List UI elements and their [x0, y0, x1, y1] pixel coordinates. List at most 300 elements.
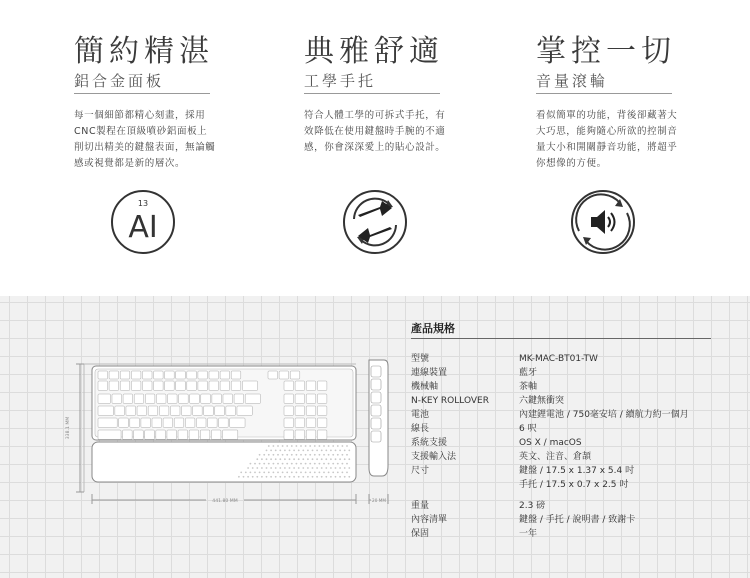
keycap [112, 394, 122, 403]
keycap [317, 394, 327, 403]
pattern-dot [252, 476, 254, 478]
pattern-dot [256, 458, 258, 460]
pattern-dot [284, 467, 286, 469]
keycap [284, 406, 294, 415]
pattern-dot [277, 445, 279, 447]
keycap [284, 418, 294, 427]
pattern-dot [254, 463, 256, 465]
pattern-dot [337, 445, 339, 447]
keycap [230, 418, 245, 427]
spec-label: 保固 [411, 529, 430, 539]
pattern-dot [291, 445, 293, 447]
pattern-dot [245, 472, 247, 474]
keycap [279, 371, 289, 379]
keycap [163, 418, 173, 427]
spec-table [411, 352, 741, 541]
keycap [231, 371, 241, 379]
pattern-dot [339, 476, 341, 478]
pattern-dot [266, 476, 268, 478]
pattern-dot [314, 463, 316, 465]
pattern-dot [319, 445, 321, 447]
pattern-dot [335, 476, 337, 478]
depth-dimension-label: 20 MM [372, 498, 386, 503]
keycap [120, 371, 130, 379]
pattern-dot [282, 472, 284, 474]
spec-row [411, 422, 741, 436]
keycap [109, 381, 119, 390]
pattern-dot [344, 467, 346, 469]
pattern-dot [316, 476, 318, 478]
spec-row [411, 450, 741, 464]
keycap [167, 394, 177, 403]
keycap [284, 394, 294, 403]
pattern-dot [339, 467, 341, 469]
pattern-dot [348, 467, 350, 469]
keycap [98, 371, 108, 379]
keycap [126, 406, 136, 415]
keycap [98, 418, 117, 427]
pattern-dot [348, 476, 350, 478]
pattern-dot [346, 454, 348, 456]
keycap [134, 394, 144, 403]
keycap [204, 406, 214, 415]
keycap [145, 394, 155, 403]
pattern-dot [307, 476, 309, 478]
pattern-dot [293, 458, 295, 460]
pattern-dot [300, 445, 302, 447]
keycap [295, 418, 305, 427]
pattern-dot [305, 463, 307, 465]
pattern-dot [254, 472, 256, 474]
pattern-dot [273, 463, 275, 465]
pattern-dot [328, 472, 330, 474]
pattern-dot [261, 476, 263, 478]
spec-value: 英文、注音、倉頡 [519, 452, 592, 462]
height-dimension-label: 338.1 MM [66, 416, 71, 440]
pattern-dot [305, 472, 307, 474]
side-keycap [371, 431, 381, 442]
pattern-dot [289, 467, 291, 469]
side-keycap [371, 405, 381, 416]
pattern-dot [250, 472, 252, 474]
pattern-dot [273, 454, 275, 456]
spec-label: 重量 [411, 501, 430, 511]
keycap [119, 418, 129, 427]
keycap [115, 406, 125, 415]
keycap [141, 418, 151, 427]
feature-description: 每一個細節都精心刻畫，採用CNC製程在頂級噴砂鋁面板上削切出精美的鍵盤表面，無論觸感或視覺都是新的層次。 [74, 110, 216, 169]
pattern-dot [312, 476, 314, 478]
pattern-dot [342, 463, 344, 465]
pattern-dot [323, 463, 325, 465]
spec-row [411, 436, 741, 450]
keycap [187, 381, 197, 390]
keycap [223, 394, 233, 403]
keycap [209, 371, 219, 379]
icon-13-text: 13 [137, 199, 149, 208]
pattern-dot [284, 476, 286, 478]
pattern-dot [344, 476, 346, 478]
pattern-dot [325, 458, 327, 460]
pattern-dot [240, 472, 242, 474]
keycap [317, 418, 327, 427]
spec-value: 一年 [519, 529, 538, 539]
pattern-dot [266, 458, 268, 460]
keycap [317, 430, 327, 439]
keycap [187, 371, 197, 379]
side-keycap [371, 366, 381, 377]
pattern-dot [270, 450, 272, 452]
pattern-dot [275, 476, 277, 478]
keycap [142, 371, 152, 379]
pattern-dot [256, 467, 258, 469]
spec-label: 電池 [411, 410, 430, 420]
keycap [306, 430, 316, 439]
keycap [134, 430, 144, 439]
keycap [185, 418, 195, 427]
keycap [198, 371, 208, 379]
width-dimension-label: 441.80 MM [212, 499, 238, 504]
pattern-dot [261, 467, 263, 469]
pattern-dot [342, 472, 344, 474]
pattern-dot [263, 463, 265, 465]
pattern-dot [286, 454, 288, 456]
speaker-volume-icon [570, 189, 636, 255]
pattern-dot [325, 476, 327, 478]
pattern-dot [342, 445, 344, 447]
pattern-dot [256, 476, 258, 478]
pattern-dot [273, 445, 275, 447]
pattern-dot [332, 445, 334, 447]
keycap [131, 381, 141, 390]
spec-divider [411, 338, 711, 339]
keycap [131, 371, 141, 379]
pattern-dot [335, 458, 337, 460]
keycap [306, 381, 316, 390]
keycap [220, 371, 230, 379]
keycap [189, 430, 199, 439]
keycap [109, 371, 119, 379]
pattern-dot [275, 467, 277, 469]
pattern-dot [332, 454, 334, 456]
pattern-dot [302, 450, 304, 452]
pattern-dot [261, 458, 263, 460]
pattern-dot [293, 467, 295, 469]
pattern-dot [279, 458, 281, 460]
pattern-dot [279, 476, 281, 478]
spec-row [411, 408, 741, 422]
pattern-dot [270, 458, 272, 460]
pattern-dot [277, 454, 279, 456]
pattern-dot [337, 454, 339, 456]
ai-13-icon [110, 189, 176, 255]
pattern-dot [268, 472, 270, 474]
spec-row [411, 499, 741, 513]
pattern-dot [312, 450, 314, 452]
spec-row [411, 352, 741, 366]
pattern-dot [321, 467, 323, 469]
keycap [295, 406, 305, 415]
pattern-dot [275, 450, 277, 452]
keycap [306, 418, 316, 427]
pattern-dot [309, 463, 311, 465]
pattern-dot [346, 463, 348, 465]
keycap [148, 406, 158, 415]
spec-value: 6 呎 [519, 424, 537, 434]
keycap [226, 406, 236, 415]
pattern-dot [332, 472, 334, 474]
pattern-dot [302, 476, 304, 478]
keycap [123, 394, 133, 403]
pattern-dot [302, 467, 304, 469]
keycap [211, 430, 221, 439]
pattern-dot [296, 454, 298, 456]
spec-value: 2.3 磅 [519, 501, 546, 511]
feature-description: 看似簡單的功能，背後卻藏著大大巧思，能夠隨心所欲的控制音量大小和開關靜音功能，將超乎你想像的方便。 [536, 110, 678, 169]
side-keycap [371, 418, 381, 429]
keycap [242, 381, 257, 390]
feature-title: 簡約精湛 [74, 34, 214, 69]
keycap [234, 394, 244, 403]
pattern-dot [307, 467, 309, 469]
keycap [152, 418, 162, 427]
pattern-dot [296, 472, 298, 474]
pattern-dot [277, 463, 279, 465]
pattern-dot [247, 467, 249, 469]
keycap [120, 381, 130, 390]
specifications-section [0, 296, 750, 578]
keycap [215, 406, 225, 415]
keycap [178, 430, 188, 439]
feature-title: 典雅舒適 [304, 34, 444, 69]
keycap [98, 430, 121, 439]
keycap [284, 381, 294, 390]
pattern-dot [344, 450, 346, 452]
pattern-dot [330, 476, 332, 478]
pattern-dot [284, 450, 286, 452]
keycap [145, 430, 155, 439]
keycap [176, 381, 186, 390]
pattern-dot [293, 450, 295, 452]
pattern-dot [312, 458, 314, 460]
pattern-dot [286, 472, 288, 474]
pattern-dot [268, 454, 270, 456]
pattern-dot [270, 467, 272, 469]
keycap [208, 418, 218, 427]
pattern-dot [337, 472, 339, 474]
arrows-swap-icon [342, 189, 408, 255]
keycap [181, 406, 191, 415]
keyboard-dimension-diagram [0, 296, 400, 578]
keycap [237, 406, 252, 415]
pattern-dot [312, 467, 314, 469]
pattern-dot [314, 445, 316, 447]
keycap [268, 371, 278, 379]
icon-ai-text: AI [128, 210, 158, 245]
pattern-dot [339, 450, 341, 452]
pattern-dot [323, 472, 325, 474]
pattern-dot [342, 454, 344, 456]
pattern-dot [270, 476, 272, 478]
pattern-dot [348, 450, 350, 452]
pattern-dot [332, 463, 334, 465]
pattern-dot [309, 445, 311, 447]
side-keycap [371, 379, 381, 390]
feature-description: 符合人體工學的可拆式手托，有效降低在使用鍵盤時手腕的不適感，你會深深愛上的貼心設計。 [304, 110, 446, 153]
spec-row [411, 394, 741, 408]
keycap [98, 381, 108, 390]
spec-label: N-KEY ROLLOVER [411, 396, 489, 406]
pattern-dot [309, 472, 311, 474]
pattern-dot [309, 454, 311, 456]
keycap [200, 430, 210, 439]
keycap [209, 381, 219, 390]
keycap [174, 418, 184, 427]
wrist-rest [92, 442, 356, 482]
pattern-dot [328, 454, 330, 456]
keycap [222, 430, 237, 439]
pattern-dot [335, 450, 337, 452]
spec-value: 內建鋰電池 / 750毫安培 / 續航力約一個月 [519, 410, 689, 420]
pattern-dot [247, 476, 249, 478]
pattern-dot [307, 458, 309, 460]
pattern-dot [298, 476, 300, 478]
pattern-dot [259, 454, 261, 456]
pattern-dot [348, 458, 350, 460]
pattern-dot [284, 458, 286, 460]
keycap [245, 394, 260, 403]
keycap [130, 418, 140, 427]
keycap [198, 381, 208, 390]
pattern-dot [323, 445, 325, 447]
pattern-dot [323, 454, 325, 456]
pattern-dot [330, 450, 332, 452]
pattern-dot [273, 472, 275, 474]
keycap [295, 394, 305, 403]
spec-value: 茶軸 [519, 382, 538, 392]
pattern-dot [298, 458, 300, 460]
pattern-dot [279, 450, 281, 452]
pattern-dot [250, 463, 252, 465]
pattern-dot [291, 463, 293, 465]
keycap [212, 394, 222, 403]
pattern-dot [337, 463, 339, 465]
spec-title: 產品規格 [411, 322, 455, 335]
pattern-dot [346, 445, 348, 447]
pattern-dot [289, 450, 291, 452]
pattern-dot [289, 458, 291, 460]
feature-divider [74, 93, 210, 94]
spec-value: 手托 / 17.5 x 0.7 x 2.5 吋 [519, 480, 629, 490]
spec-value: 鍵盤 / 17.5 x 1.37 x 5.4 吋 [519, 466, 635, 476]
keycap [295, 381, 305, 390]
feature-title: 掌控一切 [536, 34, 676, 69]
spec-label: 支援輸入法 [411, 452, 457, 462]
pattern-dot [277, 472, 279, 474]
keycap [170, 406, 180, 415]
pattern-dot [263, 454, 265, 456]
keycap [165, 371, 175, 379]
keycap [165, 381, 175, 390]
pattern-dot [243, 476, 245, 478]
pattern-dot [321, 458, 323, 460]
pattern-dot [300, 454, 302, 456]
pattern-dot [286, 445, 288, 447]
keycap [156, 394, 166, 403]
spec-label: 尺寸 [411, 466, 430, 476]
spec-label: 系統支援 [411, 438, 448, 448]
keycap [219, 418, 229, 427]
pattern-dot [279, 467, 281, 469]
keycap [156, 430, 166, 439]
keycap [284, 430, 294, 439]
keycap [176, 371, 186, 379]
pattern-dot [275, 458, 277, 460]
pattern-dot [286, 463, 288, 465]
pattern-dot [319, 454, 321, 456]
keycap [306, 394, 316, 403]
spec-label: 型號 [411, 354, 430, 364]
pattern-dot [238, 476, 240, 478]
pattern-dot [282, 454, 284, 456]
spec-row [411, 513, 741, 527]
keycap [220, 381, 230, 390]
spec-value: 六鍵無衝突 [519, 396, 565, 406]
pattern-dot [316, 458, 318, 460]
pattern-dot [330, 458, 332, 460]
pattern-dot [325, 450, 327, 452]
spec-label: 線長 [411, 424, 430, 434]
spec-row [411, 527, 741, 541]
keycap [154, 381, 164, 390]
pattern-dot [302, 458, 304, 460]
spec-row [411, 380, 741, 394]
pattern-dot [330, 467, 332, 469]
pattern-dot [298, 467, 300, 469]
pattern-dot [319, 463, 321, 465]
pattern-dot [316, 467, 318, 469]
pattern-dot [328, 463, 330, 465]
feature-subtitle: 音量滾輪 [536, 72, 609, 90]
keycap [190, 394, 200, 403]
pattern-dot [344, 458, 346, 460]
keycap [295, 430, 305, 439]
keycap [123, 430, 133, 439]
pattern-dot [300, 463, 302, 465]
keycap [159, 406, 169, 415]
pattern-dot [346, 472, 348, 474]
feature-divider [304, 93, 440, 94]
pattern-dot [298, 450, 300, 452]
spec-value: 藍牙 [519, 368, 538, 378]
spec-row [411, 366, 741, 380]
pattern-dot [335, 467, 337, 469]
keycap [193, 406, 203, 415]
pattern-dot [307, 450, 309, 452]
keycap [98, 394, 110, 403]
feature-subtitle: 工學手托 [304, 72, 377, 90]
spec-value: 鍵盤 / 手托 / 說明書 / 致謝卡 [519, 515, 636, 525]
pattern-dot [282, 463, 284, 465]
keycap [317, 381, 327, 390]
pattern-dot [314, 472, 316, 474]
pattern-dot [293, 476, 295, 478]
feature-divider [536, 93, 672, 94]
side-keycap [371, 392, 381, 403]
pattern-dot [266, 467, 268, 469]
pattern-dot [321, 450, 323, 452]
spec-value: MK-MAC-BT01-TW [519, 354, 598, 364]
